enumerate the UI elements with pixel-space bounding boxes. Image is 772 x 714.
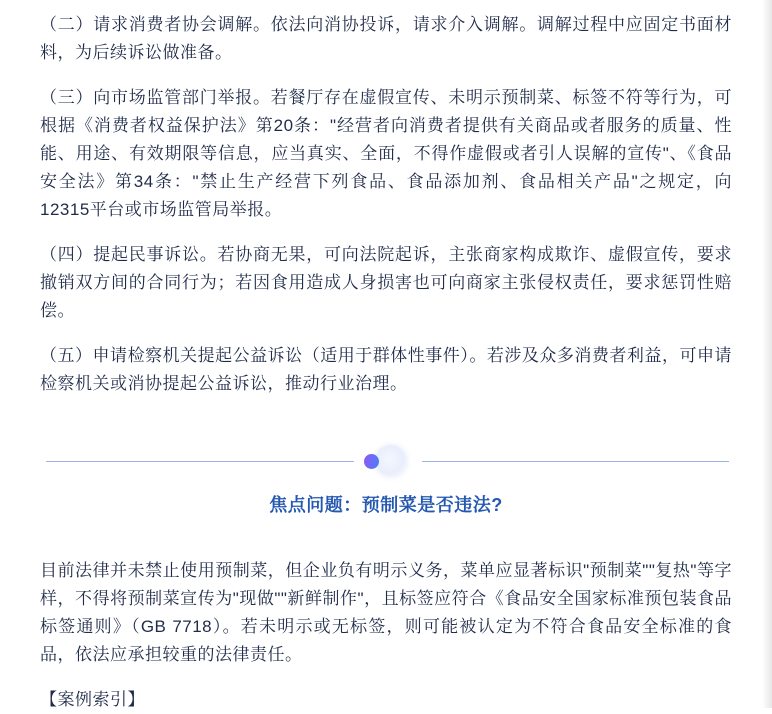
divider-dot-blue	[364, 454, 379, 469]
section-divider	[46, 445, 729, 477]
paragraph-remedy-4: （四）提起民事诉讼。若协商无果，可向法院起诉，主张商家构成欺诈、虚假宣传，要求撤销双方间的合同行为；若因食用造成人身损害也可向商家主张侵权责任，要求惩罚性赔偿。	[40, 245, 732, 320]
divider-dot-halo	[375, 445, 407, 477]
paragraph-remedy-2: （二）请求消费者协会调解。依法向消协投诉，请求介入调解。调解过程中应固定书面材料，为后续诉讼做准备。	[40, 15, 732, 62]
paragraph-case-index-label: 【案例索引】	[40, 690, 145, 709]
divider-line-left	[46, 461, 354, 462]
divider-dot-icon	[354, 445, 422, 477]
section-heading-focus-question: 焦点问题：预制菜是否违法?	[269, 495, 503, 515]
paragraph-remedy-5: （五）申请检察机关提起公益诉讼（适用于群体性事件）。若涉及众多消费者利益，可申请检察机关或消协提起公益诉讼，推动行业治理。	[40, 346, 732, 393]
paragraph-legality-analysis: 目前法律并未禁止使用预制菜，但企业负有明示义务，菜单应显著标识"预制菜""复热"等字样，不得将预制菜宣传为"现做""新鲜制作"，且标签应符合《食品安全国家标准预包装食品标签通则》（GB 7718）。若未明示或无标签，则可能被认定为不符合食品安全标准的食品，依法应承担较重的法律责任。	[40, 561, 732, 664]
divider-line-right	[422, 461, 730, 462]
paragraph-remedy-3: （三）向市场监管部门举报。若餐厅存在虚假宣传、未明示预制菜、标签不符等行为，可根据《消费者权益保护法》第20条："经营者向消费者提供有关商品或者服务的质量、性能、用途、有效期限等信息，应当真实、全面，不得作虚假或者引人误解的宣传"、《食品安全法》第34条："禁止生产经营下列食品、食品添加剂、食品相关产品"之规定，向12315平台或市场监管局举报。	[40, 88, 732, 219]
